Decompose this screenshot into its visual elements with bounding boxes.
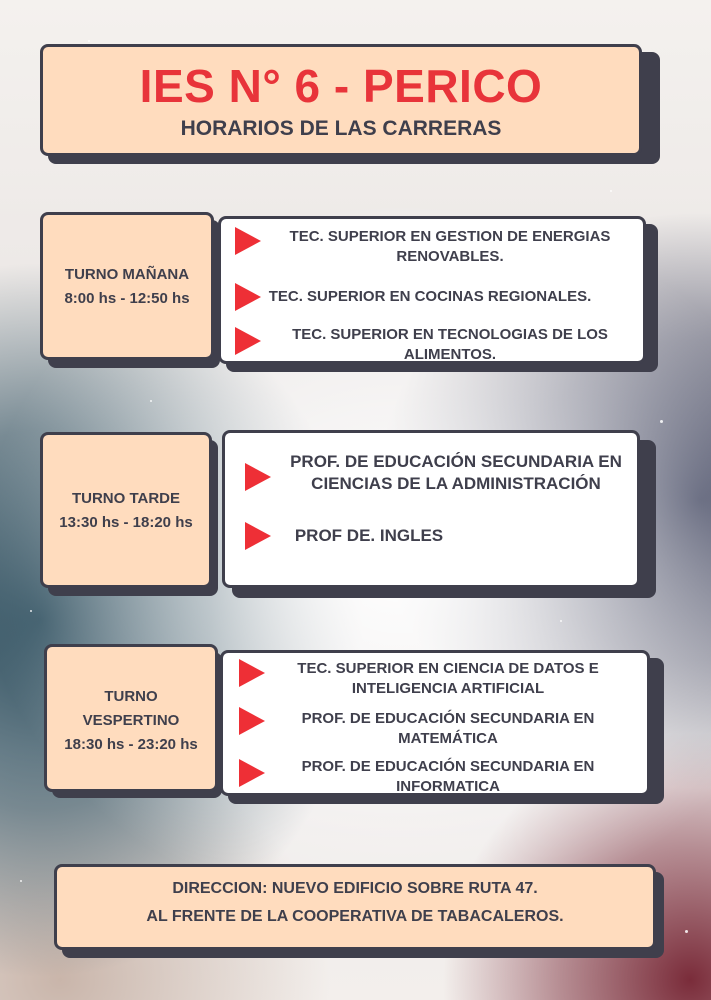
footer-card — [54, 864, 656, 950]
shift-hours: 13:30 hs - 18:20 hs — [59, 514, 193, 531]
career-item: TEC. SUPERIOR EN COCINAS REGIONALES. — [268, 288, 592, 305]
morning-career-list — [218, 216, 646, 364]
morning-shift-card — [40, 212, 214, 360]
career-item: PROF. DE EDUCACIÓN SECUNDARIA EN MATEMÁTICA — [301, 710, 595, 747]
career-item: PROF DE. INGLES — [294, 526, 444, 545]
evening-shift-card — [44, 644, 218, 792]
bullet-arrow-icon — [235, 283, 261, 311]
bullet-arrow-icon — [239, 659, 265, 687]
shift-name-line-1: TURNO — [104, 688, 158, 705]
bullet-arrow-icon — [245, 522, 271, 550]
career-item: PROF. DE EDUCACIÓN SECUNDARIA EN INFORMATICA — [301, 758, 595, 795]
header-card — [40, 44, 642, 156]
bullet-arrow-icon — [245, 463, 271, 491]
shift-hours: 18:30 hs - 23:20 hs — [64, 736, 198, 753]
career-item: PROF. DE EDUCACIÓN SECUNDARIA EN CIENCIAS DE LA ADMINISTRACIÓN — [290, 452, 622, 493]
evening-career-list — [220, 650, 650, 796]
bullet-arrow-icon — [239, 707, 265, 735]
career-item: TEC. SUPERIOR EN CIENCIA DE DATOS E INTELIGENCIA ARTIFICIAL — [297, 660, 599, 697]
page-title: IES N° 6 - PERICO — [139, 60, 543, 112]
page-subtitle: HORARIOS DE LAS CARRERAS — [180, 117, 502, 140]
afternoon-career-list — [222, 430, 640, 588]
bullet-arrow-icon — [235, 327, 261, 355]
address-line-2: AL FRENTE DE LA COOPERATIVA DE TABACALEROS. — [146, 908, 564, 925]
afternoon-shift-card — [40, 432, 212, 588]
shift-name-line-2: VESPERTINO — [82, 712, 180, 729]
career-item: TEC. SUPERIOR EN TECNOLOGIAS DE LOS ALIMENTOS. — [292, 326, 608, 363]
shift-hours: 8:00 hs - 12:50 hs — [64, 290, 190, 307]
career-item: TEC. SUPERIOR EN GESTION DE ENERGIAS RENOVABLES. — [289, 228, 611, 265]
bullet-arrow-icon — [239, 759, 265, 787]
shift-name: TURNO MAÑANA — [64, 266, 190, 283]
address-line-1: DIRECCION: NUEVO EDIFICIO SOBRE RUTA 47. — [172, 880, 538, 897]
shift-name: TURNO TARDE — [71, 490, 181, 507]
bullet-arrow-icon — [235, 227, 261, 255]
